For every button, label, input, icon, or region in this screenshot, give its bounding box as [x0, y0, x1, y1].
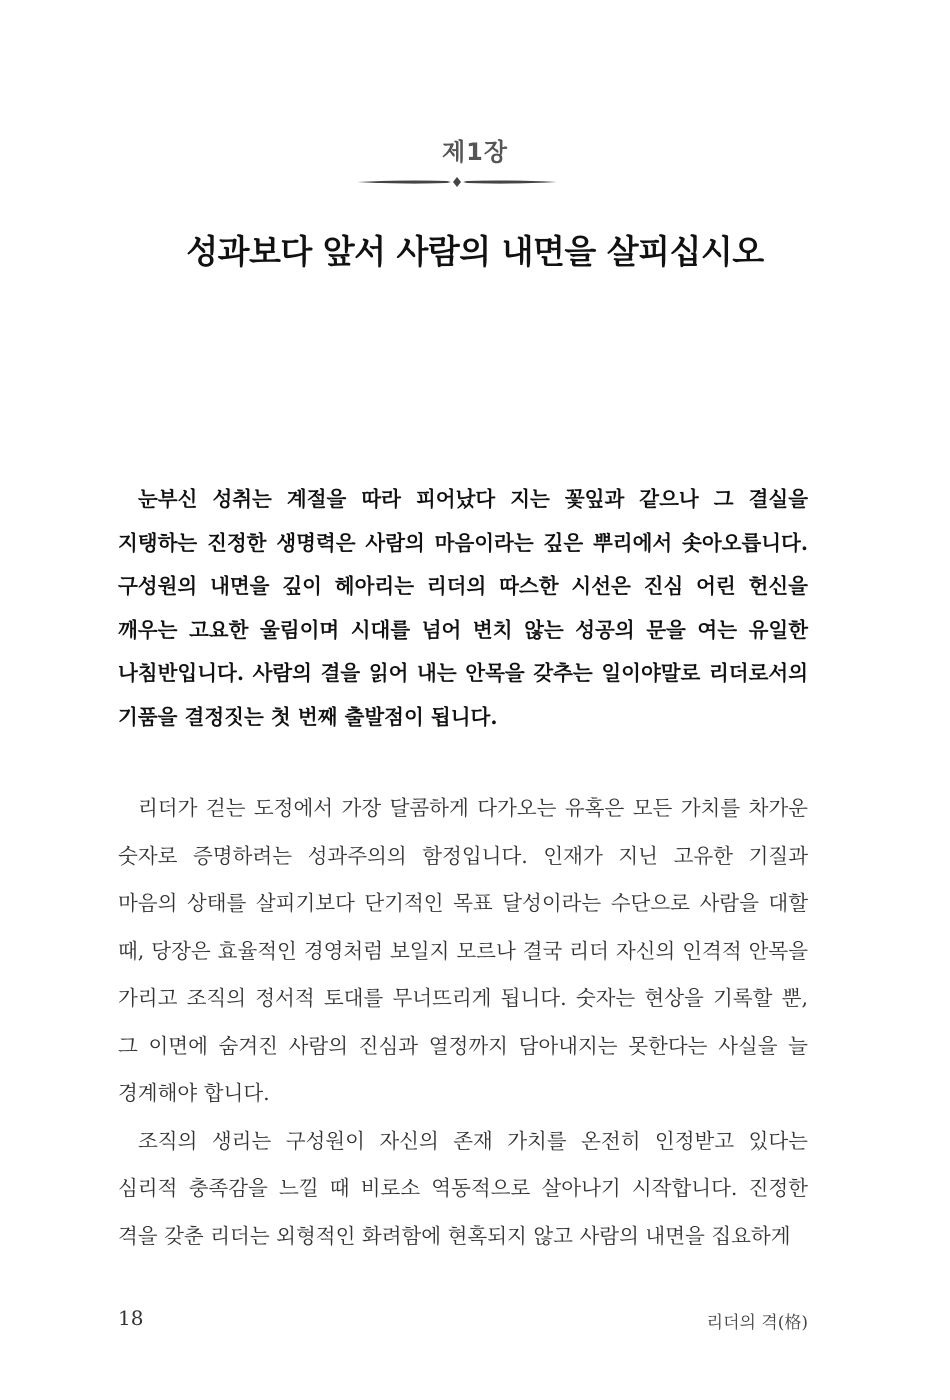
intro-paragraph: 눈부신 성취는 계절을 따라 피어났다 지는 꽃잎과 같으나 그 결실을 지탱하는 진정한 생명력은 사람의 마음이라는 깊은 뿌리에서 솟아오릅니다. 구성원의 내면을 깊이 헤아리는 리더의 따스한 시선은 진심 어린 헌신을 깨우는 고요한 울림이며 시대를 넘어 변치 않는 성공의 문을 여는 유일한 나침반입니다. 사람의 결을 읽어 내는 안목을 갖추는 일이야말로 리더로서의 기품을 결정짓는 첫 번째 출발점이 됩니다.: [118, 487, 808, 729]
body-text: [118, 785, 808, 1260]
body-paragraph: 리더가 걷는 도정에서 가장 달콤하게 다가오는 유혹은 모든 가치를 차가운 숫자로 증명하려는 성과주의의 함정입니다. 인재가 지닌 고유한 기질과 마음의 상태를 살피기보다 단기적인 목표 달성이라는 수단으로 사람을 대할 때, 당장은 효율적인 경영처럼 보일지 모르나 결국 리더 자신의 인격적 안목을 가리고 조직의 정서적 토대를 무너뜨리게 됩니다. 숫자는 현상을 기록할 뿐, 그 이면에 숨겨진 사람의 진심과 열정까지 담아내지는 못한다는 사실을 늘 경계해야 합니다.: [118, 796, 808, 1105]
body-paragraph: 조직의 생리는 구성원이 자신의 존재 가치를 온전히 인정받고 있다는 심리적 충족감을 느낄 때 비로소 역동적으로 살아나기 시작합니다. 진정한 격을 갖춘 리더는 외형적인 화려함에 현혹되지 않고 사람의 내면을 집요하게: [118, 1128, 808, 1248]
ornament-diamond-icon: [453, 177, 461, 187]
ornament-divider: [355, 172, 559, 192]
chapter-label: 제1장: [441, 138, 509, 166]
chapter-title: 성과보다 앞서 사람의 내면을 살피십시오: [186, 232, 764, 271]
ornament-left-swash: [357, 180, 451, 183]
ornament-right-swash: [463, 180, 557, 183]
page-number: 18: [118, 1306, 144, 1330]
running-title: 리더의 격(格): [706, 1313, 808, 1333]
